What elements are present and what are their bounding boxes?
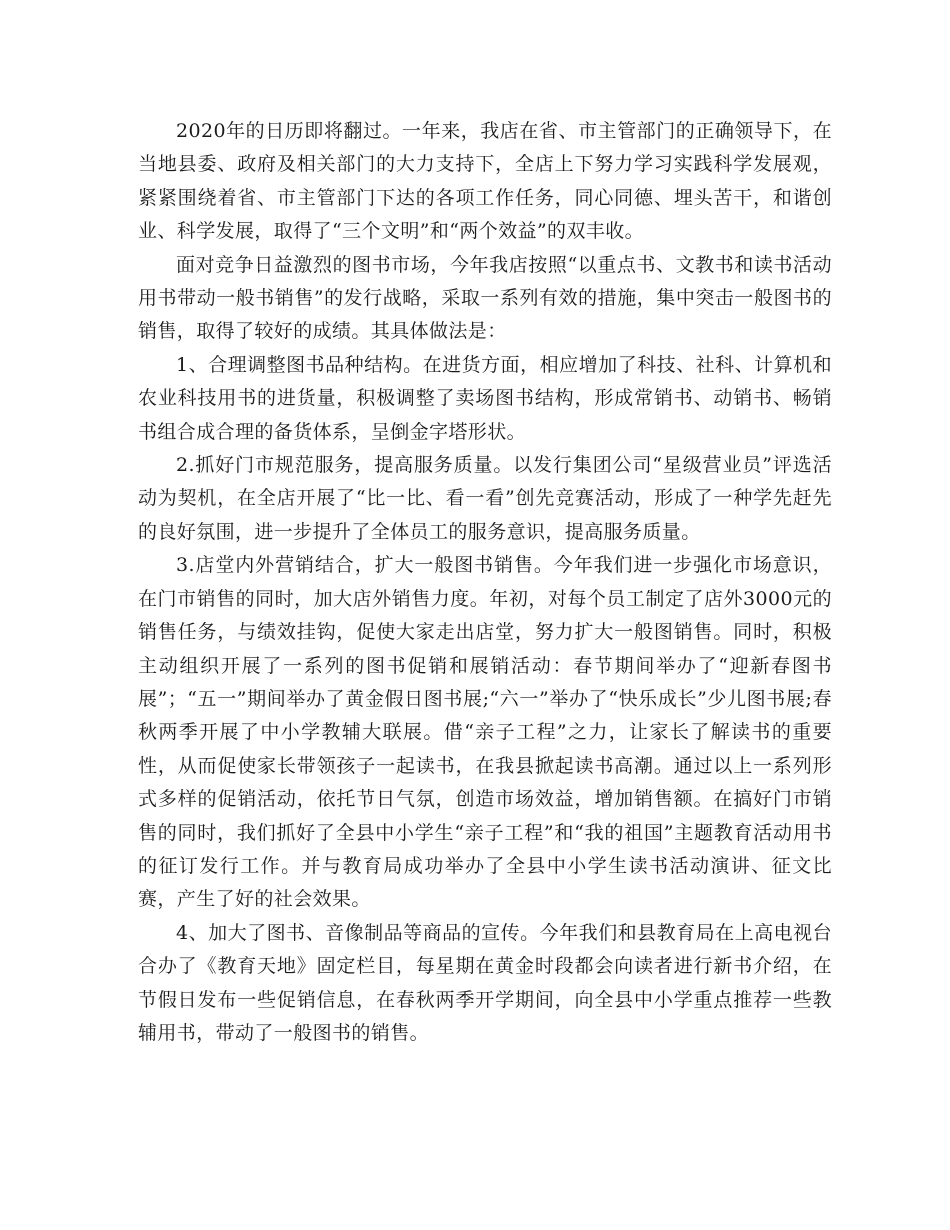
paragraph-item-1: 1、合理调整图书品种结构。在进货方面，相应增加了科技、社科、计算机和农业科技用书的进货量，积极调整了卖场图书结构，形成常销书、动销书、畅销书组合成合理的备货体系，呈倒金字塔形状。	[138, 353, 832, 443]
paragraph-item-4: 4、加大了图书、音像制品等商品的宣传。今年我们和县教育局在上高电视台合办了《教育天地》固定栏目，每星期在黄金时段都会向读者进行新书介绍，在节假日发布一些促销信息，在春秋两季开学期间，向全县中小学重点推荐一些教辅用书，带动了一般图书的销售。	[138, 921, 832, 1044]
paragraph-strategy: 面对竞争日益激烈的图书市场，今年我店按照“以重点书、文教书和读书活动用书带动一般书销售”的发行战略，采取一系列有效的措施，集中突击一般图书的销售，取得了较好的成绩。其具体做法是：	[138, 253, 832, 343]
paragraph-item-2: 2.抓好门市规范服务，提高服务质量。以发行集团公司“星级营业员”评选活动为契机，在全店开展了“比一比、看一看”创先竞赛活动，形成了一种学先赶先的良好氛围，进一步提升了全体员工的服务意识，提高服务质量。	[138, 454, 832, 543]
paragraph-item-3: 3.店堂内外营销结合，扩大一般图书销售。今年我们进一步强化市场意识，在门市销售的同时，加大店外销售力度。年初，对每个员工制定了店外3000元的销售任务，与绩效挂钩，促使大家走出店堂，努力扩大一般图销售。同时，积极主动组织开展了一系列的图书促销和展销活动：春节期间举办了“迎新春图书展”；“五一”期间举办了黄金假日图书展;“六一”举办了“快乐成长”少儿图书展;春秋两季开展了中小学教辅大联展。借“亲子工程”之力，让家长了解读书的重要性，从而促使家长带领孩子一起读书，在我县掀起读书高潮。通过以上一系列形式多样的促销活动，依托节日气氛，创造市场效益，增加销售额。在搞好门市销售的同时，我们抓好了全县中小学生“亲子工程”和“我的祖国”主题教育活动用书的征订发行工作。并与教育局成功举办了全县中小学生读书活动演讲、征文比赛，产生了好的社会效果。	[138, 554, 832, 911]
paragraph-intro: 2020年的日历即将翻过。一年来，我店在省、市主管部门的正确领导下，在当地县委、政府及相关部门的大力支持下，全店上下努力学习实践科学发展观，紧紧围绕着省、市主管部门下达的各项工作任务，同心同德、埋头苦干，和谐创业、科学发展，取得了“三个文明”和“两个效益”的双丰收。	[138, 120, 832, 243]
